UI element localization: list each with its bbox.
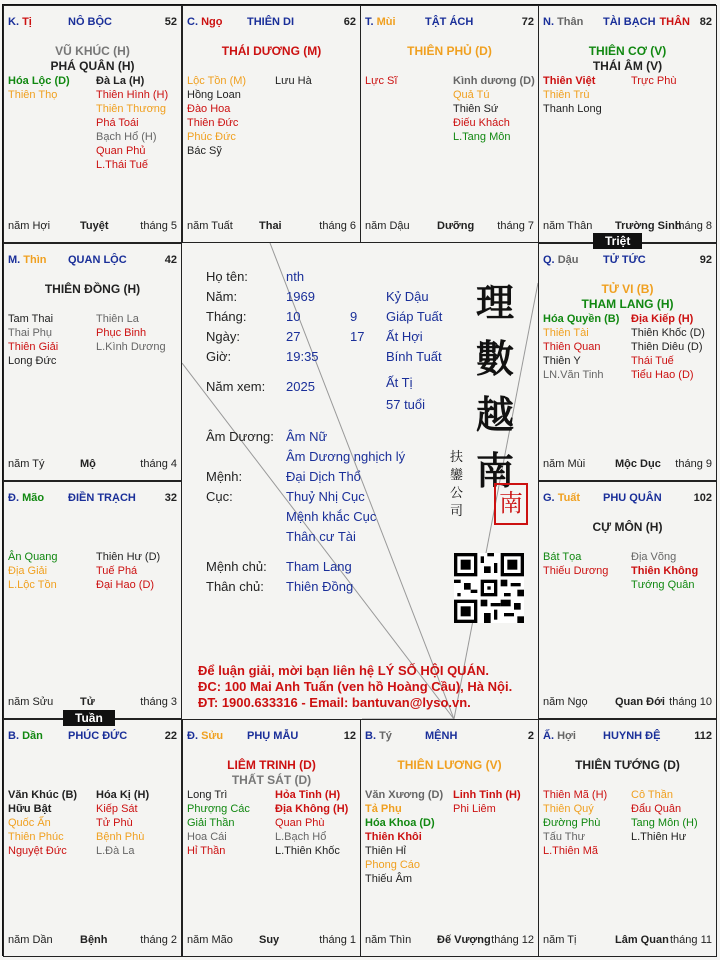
palace-age-number: 112 — [694, 730, 712, 742]
palace-year: năm Thìn — [365, 934, 412, 946]
palace-house-name: HUYNH ĐỆ — [603, 730, 661, 742]
minor-star: Thiên Không — [631, 565, 699, 577]
palace-hoi[interactable] — [538, 719, 717, 957]
minor-star: Thiên Trù — [543, 89, 590, 101]
palace-header — [187, 730, 356, 744]
year-value: 1969 — [286, 289, 315, 304]
palace-month: tháng 7 — [497, 220, 534, 232]
minor-star: L.Thiên Khốc — [275, 845, 340, 857]
minor-star: Thiên Quan — [543, 341, 601, 353]
palace-house-name: NÔ BỘC — [68, 16, 112, 28]
day-lunar: 17 — [350, 329, 365, 344]
minor-star: L.Tang Môn — [453, 131, 511, 143]
minor-star: L.Bạch Hổ — [275, 831, 327, 843]
minor-star: Phục Binh — [96, 327, 147, 339]
palace-house-name: PHỤ MẪU — [247, 730, 299, 742]
palace-month: tháng 2 — [140, 934, 177, 946]
main-star: THIÊN PHỦ (D) — [407, 44, 492, 58]
palace-house-name: TẬT ÁCH — [425, 16, 474, 28]
minor-star: Hóa Kị (H) — [96, 789, 150, 801]
minor-star: Hóa Quyền (B) — [543, 313, 620, 325]
palace-month: tháng 6 — [319, 220, 356, 232]
palace-branch: Đ. Mão — [8, 492, 45, 504]
minor-star: Tang Môn (H) — [631, 817, 698, 829]
main-star: THAM LANG (H) — [581, 297, 674, 311]
palace-year: năm Dần — [8, 934, 53, 946]
minor-star: Hồng Loan — [187, 89, 241, 101]
minor-star: Đại Hao (D) — [96, 579, 155, 591]
palace-age-number: 92 — [699, 254, 712, 266]
thanchu-value: Thiên Đồng — [286, 579, 354, 594]
menh-value: Đại Dịch Thổ — [286, 469, 361, 484]
minor-star: Long Trì — [187, 789, 228, 801]
minor-star: Hoa Cái — [187, 831, 227, 843]
minor-star: Kình dương (D) — [453, 75, 535, 87]
palace-stage: Tử — [80, 696, 95, 708]
palace-suu[interactable] — [182, 719, 361, 957]
main-star: THÁI ÂM (V) — [592, 59, 663, 73]
red-seal: 南 — [494, 483, 528, 525]
day-label: Ngày: — [206, 329, 240, 344]
minor-star: Đào Hoa — [187, 103, 231, 115]
hour-can: Bính Tuất — [386, 349, 442, 364]
view-year-label: Năm xem: — [206, 379, 266, 394]
age-value: 57 tuổi — [386, 397, 426, 412]
palace-stage: Mộ — [80, 458, 96, 470]
palace-ti[interactable] — [3, 5, 182, 243]
minor-star: Phá Toái — [96, 117, 139, 129]
minor-star: Giải Thần — [187, 817, 235, 829]
minor-star: L.Kình Dương — [96, 341, 166, 353]
minor-star: Quan Phù — [275, 817, 325, 829]
main-star: CỰ MÔN (H) — [592, 520, 663, 534]
minor-star: Địa Võng — [631, 551, 677, 563]
palace-footer — [8, 696, 177, 710]
hour-value: 19:35 — [286, 349, 319, 364]
palace-month: tháng 4 — [140, 458, 177, 470]
palace-thin[interactable] — [3, 243, 182, 481]
palace-dan[interactable] — [3, 719, 182, 957]
minor-star: Thiên Giải — [8, 341, 59, 353]
palace-age-number: 12 — [343, 730, 356, 742]
palace-ty[interactable] — [360, 719, 539, 957]
minor-star: Phi Liêm — [453, 803, 496, 815]
than-cu: Thân cư Tài — [286, 529, 356, 544]
minor-star: Thai Phụ — [8, 327, 53, 339]
palace-year: năm Sửu — [8, 696, 54, 708]
view-year-value: 2025 — [286, 379, 315, 394]
palace-footer — [187, 934, 356, 948]
minor-star: L.Thiên Hư — [631, 831, 687, 843]
minor-star: Thiên Diêu (D) — [631, 341, 703, 353]
minor-star: Tấu Thư — [543, 831, 586, 843]
palace-house-name: QUAN LỘC — [68, 254, 127, 266]
contact-phone-email[interactable]: ĐT: 1900.633316 - Email: bantuvan@lyso.vn. — [198, 695, 471, 710]
minor-star: Thanh Long — [543, 103, 602, 115]
palace-month: tháng 1 — [319, 934, 356, 946]
palace-age-number: 2 — [527, 730, 534, 742]
palace-footer — [8, 458, 177, 472]
palace-house-name: MỆNH — [425, 730, 458, 742]
center-info-panel — [182, 243, 538, 719]
palace-stage: Mộc Dục — [615, 458, 661, 470]
palace-footer — [8, 934, 177, 948]
main-star: THÁI DƯƠNG (M) — [221, 44, 322, 58]
minor-star: Hữu Bật — [8, 803, 52, 815]
palace-header — [543, 16, 712, 30]
palace-stage: Trường Sinh — [615, 220, 682, 232]
minor-star: Hỉ Thần — [187, 845, 226, 857]
palace-branch: B. Dần — [8, 730, 43, 742]
logo-small-text: 扶 鑾 公 司 — [450, 450, 464, 519]
palace-year: năm Mùi — [543, 458, 586, 470]
palace-stage: Quan Đới — [615, 696, 665, 708]
minor-star: Thiên Đức — [187, 117, 239, 129]
minor-star: L.Thiên Mã — [543, 845, 599, 857]
palace-age-number: 62 — [343, 16, 356, 28]
palace-branch: K. Tị — [8, 16, 32, 28]
palace-dau[interactable] — [538, 243, 717, 481]
palace-header — [543, 254, 712, 268]
tuan-tag: Tuần — [63, 710, 115, 726]
minor-star: Tam Thai — [8, 313, 54, 325]
month-lunar: 9 — [350, 309, 358, 324]
palace-house-name: TÀI BẠCH — [603, 16, 656, 28]
palace-stage: Suy — [259, 934, 280, 946]
palace-header — [365, 16, 534, 30]
cuc-relation: Mệnh khắc Cục — [286, 509, 377, 524]
palace-year: năm Dậu — [365, 220, 410, 232]
main-star: PHÁ QUÂN (H) — [50, 59, 135, 73]
palace-header — [8, 492, 177, 506]
minor-star: Bác Sỹ — [187, 145, 222, 157]
name-value: nth — [286, 269, 305, 284]
minor-star: Thiên Hình (H) — [96, 89, 169, 101]
palace-house-name: THIÊN DI — [247, 16, 295, 28]
palace-branch: Ấ. Hợi — [543, 730, 576, 742]
palace-year: năm Tý — [8, 458, 45, 470]
minor-star: Đà La (H) — [96, 75, 145, 87]
minor-star: Văn Xương (D) — [365, 789, 444, 801]
minor-star: Lộc Tồn (M) — [187, 75, 247, 87]
menh-label: Mệnh: — [206, 469, 243, 484]
minor-star: Lưu Hà — [275, 75, 312, 87]
palace-header — [543, 492, 712, 506]
month-label: Tháng: — [206, 309, 247, 324]
minor-star: Tướng Quân — [631, 579, 695, 591]
main-star: LIÊM TRINH (D) — [227, 758, 316, 772]
minor-star: Trực Phù — [631, 75, 677, 87]
minor-star: Thiên Hỉ — [365, 845, 406, 857]
palace-month: tháng 3 — [140, 696, 177, 708]
palace-year: năm Mão — [187, 934, 233, 946]
palace-branch: Đ. Sửu — [187, 730, 224, 742]
hour-label: Giờ: — [206, 349, 232, 364]
minor-star: Cô Thần — [631, 789, 673, 801]
minor-star: Ân Quang — [8, 551, 58, 563]
minor-star: Thái Tuế — [631, 355, 674, 367]
palace-year: năm Ngọ — [543, 696, 588, 708]
contact-line-1: Để luận giải, mời bạn liên hệ LÝ SỐ HỘI QUÁN. — [198, 663, 489, 678]
minor-star: Tuế Phá — [96, 565, 138, 577]
palace-month: tháng 5 — [140, 220, 177, 232]
minor-star: Hóa Lộc (D) — [8, 75, 70, 87]
minor-star: Địa Kiếp (H) — [631, 313, 694, 325]
palace-branch: M. Thìn — [8, 254, 47, 266]
palace-branch: T. Mùi — [365, 16, 396, 28]
palace-month: tháng 10 — [669, 696, 712, 708]
palace-house-name: PHU QUÂN — [603, 492, 662, 504]
minor-star: Linh Tinh (H) — [453, 789, 521, 801]
palace-house-name: ĐIỀN TRẠCH — [68, 492, 136, 504]
minor-star: Tả Phụ — [365, 803, 402, 815]
palace-footer — [543, 934, 712, 948]
palace-footer — [365, 220, 534, 234]
palace-header — [8, 16, 177, 30]
menhchu-value: Tham Lang — [286, 559, 352, 574]
main-star: THIÊN CƠ (V) — [588, 44, 667, 58]
minor-star: L.Lộc Tồn — [8, 579, 57, 591]
palace-branch: C. Ngọ — [187, 16, 223, 28]
name-label: Họ tên: — [206, 269, 248, 284]
palace-branch: N. Thân — [543, 16, 584, 28]
minor-star: Bệnh Phù — [96, 831, 145, 843]
amduong-label: Âm Dương: — [206, 429, 274, 444]
logo-char: 數 — [475, 336, 514, 381]
palace-year: năm Thân — [543, 220, 593, 232]
minor-star: Thiên Khôi — [365, 831, 422, 843]
logo-char: 南 — [475, 448, 514, 493]
minor-star: Thiên Khốc (D) — [631, 327, 705, 339]
palace-age-number: 82 — [699, 16, 712, 28]
palace-footer — [8, 220, 177, 234]
calligraphy-logo — [470, 275, 520, 499]
amduong-note: Âm Dương nghịch lý — [286, 449, 406, 464]
minor-star: Điếu Khách — [453, 117, 510, 129]
palace-age-number: 22 — [164, 730, 177, 742]
palace-month: tháng 8 — [675, 220, 712, 232]
cuc-value: Thuỷ Nhị Cục — [286, 489, 365, 504]
palace-stage: Đế Vượng — [437, 934, 491, 946]
minor-star: Hỏa Tinh (H) — [275, 789, 341, 801]
palace-stage: Lâm Quan — [615, 934, 669, 946]
minor-star: Phúc Đức — [187, 131, 236, 143]
minor-star: Tiểu Hao (D) — [631, 369, 694, 381]
main-star: THIÊN TƯỚNG (D) — [575, 758, 680, 772]
minor-star: Hóa Khoa (D) — [365, 817, 435, 829]
palace-month: tháng 12 — [491, 934, 534, 946]
palace-stage: Thai — [259, 220, 282, 232]
minor-star: LN.Văn Tinh — [543, 369, 604, 381]
logo-char: 理 — [475, 280, 514, 325]
palace-footer — [187, 220, 356, 234]
minor-star: Quả Tú — [453, 89, 490, 101]
palace-tuat[interactable] — [538, 481, 717, 719]
minor-star: Bát Tọa — [543, 551, 582, 563]
view-year-can: Ất Tị — [386, 375, 413, 390]
minor-star: Tử Phù — [96, 817, 133, 829]
horoscope-chart — [2, 4, 716, 956]
minor-star: Quốc Ấn — [8, 817, 51, 829]
minor-star: Văn Khúc (B) — [8, 789, 78, 801]
palace-house-name: TỬ TỨC — [603, 254, 646, 266]
minor-star: L.Đà La — [96, 845, 135, 857]
palace-header — [8, 730, 177, 744]
palace-footer — [365, 934, 534, 948]
palace-month: tháng 9 — [675, 458, 712, 470]
main-star: THẤT SÁT (D) — [231, 773, 312, 787]
minor-star: Kiếp Sát — [96, 803, 138, 815]
palace-stage: Bệnh — [80, 934, 108, 946]
year-can: Kỷ Dậu — [386, 289, 429, 304]
minor-star: Thiên Phúc — [8, 831, 64, 843]
day-can: Ất Hợi — [386, 329, 423, 344]
minor-star: Thiên Y — [543, 355, 581, 367]
minor-star: Địa Giải — [8, 565, 48, 577]
than-marker: THÂN — [659, 16, 690, 28]
minor-star: Địa Không (H) — [275, 803, 349, 815]
minor-star: Thiên La — [96, 313, 139, 325]
cuc-label: Cục: — [206, 489, 233, 504]
minor-star: Thiên Quý — [543, 803, 594, 815]
logo-char: 越 — [475, 392, 514, 437]
main-star: TỬ VI (B) — [601, 282, 654, 296]
minor-star: Quan Phủ — [96, 145, 146, 157]
minor-star: Thiên Thọ — [8, 89, 58, 101]
thanchu-label: Thân chủ: — [206, 579, 264, 594]
palace-header — [8, 254, 177, 268]
minor-star: Đường Phù — [543, 817, 601, 829]
palace-mao[interactable] — [3, 481, 182, 719]
palace-year: năm Tị — [543, 934, 577, 946]
minor-star: Đẩu Quân — [631, 803, 682, 815]
palace-house-name: PHÚC ĐỨC — [68, 730, 128, 742]
day-value: 27 — [286, 329, 301, 344]
minor-star: Thiên Hư (D) — [96, 551, 161, 563]
minor-star: Thiên Thương — [96, 103, 167, 115]
minor-star: Nguyệt Đức — [8, 845, 67, 857]
minor-star: Thiên Việt — [543, 75, 596, 87]
palace-header — [543, 730, 712, 744]
contact-address: ĐC: 100 Mai Anh Tuấn (ven hồ Hoàng Cầu), Hà Nội. — [198, 679, 513, 694]
minor-star: Phượng Các — [187, 803, 250, 815]
minor-star: Thiên Sứ — [453, 103, 499, 115]
minor-star: Long Đức — [8, 355, 57, 367]
main-star: THIÊN LƯƠNG (V) — [397, 758, 502, 772]
palace-age-number: 102 — [693, 492, 712, 504]
year-label: Năm: — [206, 289, 238, 304]
palace-stage: Dưỡng — [437, 220, 475, 232]
minor-star: L.Thái Tuế — [96, 159, 148, 171]
palace-than[interactable] — [538, 5, 717, 243]
palace-header — [365, 730, 534, 744]
palace-age-number: 72 — [521, 16, 534, 28]
main-star: THIÊN ĐỒNG (H) — [44, 282, 141, 296]
minor-star: Lực Sĩ — [365, 75, 398, 87]
amduong-value: Âm Nữ — [286, 429, 328, 444]
qr-code[interactable] — [454, 553, 524, 623]
palace-stage: Tuyệt — [80, 220, 109, 232]
palace-year: năm Hợi — [8, 220, 51, 232]
minor-star: Thiếu Âm — [365, 873, 413, 885]
palace-header — [187, 16, 356, 30]
palace-ngo[interactable] — [182, 5, 361, 243]
palace-branch: Q. Dậu — [543, 254, 579, 266]
minor-star: Thiên Mã (H) — [543, 789, 608, 801]
palace-year: năm Tuất — [187, 220, 233, 232]
main-star: VŨ KHÚC (H) — [55, 44, 130, 58]
minor-star: Bạch Hổ (H) — [96, 131, 157, 143]
month-can: Giáp Tuất — [386, 309, 443, 324]
minor-star: Thiếu Dương — [543, 565, 609, 577]
minor-star: Phong Cáo — [365, 859, 421, 871]
palace-branch: B. Tý — [365, 730, 392, 742]
palace-month: tháng 11 — [669, 934, 712, 946]
menhchu-label: Mệnh chủ: — [206, 559, 267, 574]
palace-mui[interactable] — [360, 5, 539, 243]
palace-footer — [543, 220, 712, 234]
month-value: 10 — [286, 309, 301, 324]
triet-tag: Triệt — [593, 233, 642, 249]
palace-age-number: 32 — [164, 492, 177, 504]
palace-age-number: 42 — [164, 254, 177, 266]
palace-footer — [543, 696, 712, 710]
minor-star: Thiên Tài — [543, 327, 589, 339]
palace-footer — [543, 458, 712, 472]
palace-age-number: 52 — [164, 16, 177, 28]
palace-branch: G. Tuất — [543, 492, 581, 504]
